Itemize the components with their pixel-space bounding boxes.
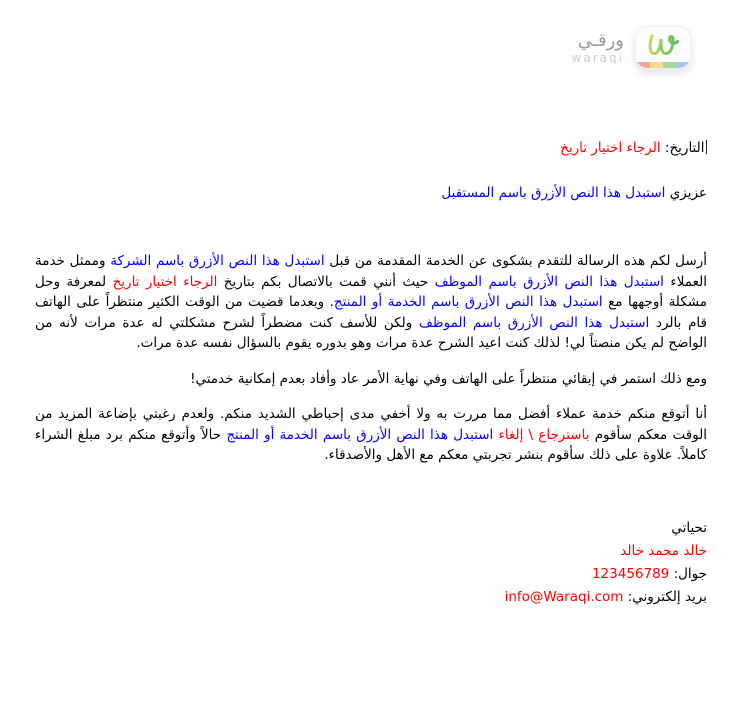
text-run: حيث أنني قمت بالاتصال بكم بتاريخ xyxy=(217,273,435,290)
call-date-placeholder[interactable]: الرجاء اختيار تاريخ xyxy=(112,273,218,290)
closing-salutation: تحياتي xyxy=(671,520,707,536)
sender-phone-field[interactable]: 123456789 xyxy=(591,566,670,582)
text-run: أرسل لكم هذه الرسالة للتقدم بشكوى عن الخدمة المقدمة من قبل xyxy=(324,253,707,269)
signature-phone xyxy=(35,563,707,586)
employee-name-placeholder[interactable]: استبدل هذا النص الأزرق باسم الموظف xyxy=(418,314,650,331)
logo-wordmark-arabic: ورقـي xyxy=(577,29,624,51)
sender-name-field[interactable]: خالد محمد خالد xyxy=(620,543,707,559)
product-name-placeholder[interactable]: استبدل هذا النص الأزرق باسم الخدمة أو المنتج xyxy=(333,294,603,310)
stripe-segment xyxy=(636,62,650,68)
greeting-label: عزيزي xyxy=(665,185,707,201)
paragraph-refund-demand xyxy=(35,404,707,466)
text-run: . وبعدما قضيت من الوقت الكثير منتظراً على الهاتف قام بالرد xyxy=(35,294,707,331)
stripe-segment xyxy=(650,62,664,68)
email-label: بريد إلكتروني: xyxy=(623,589,707,605)
stripe-segment xyxy=(677,62,691,68)
logo-wordmark xyxy=(572,31,624,65)
paragraph-hold-outcome xyxy=(35,369,707,390)
greeting-line[interactable] xyxy=(35,183,707,203)
paragraph-complaint-intro xyxy=(35,251,707,354)
logo-wordmark-latin: waraqi xyxy=(571,50,624,65)
text-run: ومع ذلك استمر في إبقائي منتظراً على الهاتف وفي نهاية الأمر عاد وأفاد بعدم إمكانية خدمتي! xyxy=(190,370,707,387)
company-name-placeholder[interactable]: استبدل هذا النص الأزرق باسم الشركة xyxy=(110,253,325,269)
recipient-name-placeholder[interactable]: استبدل هذا النص الأزرق باسم المستقبل xyxy=(441,185,666,201)
text-run: وممثل خدمة العملاء xyxy=(35,253,707,290)
employee-name-placeholder[interactable]: استبدل هذا النص الأزرق باسم الموظف xyxy=(434,273,664,290)
signature-email xyxy=(35,586,707,609)
date-placeholder[interactable]: الرجاء اختيار تاريخ xyxy=(560,140,661,156)
signature-name xyxy=(35,540,707,563)
stripe-segment xyxy=(663,62,677,68)
date-label: التاريخ: xyxy=(660,140,705,156)
date-line-text xyxy=(560,140,704,156)
waraqi-app-icon xyxy=(635,26,691,69)
text-run: أنا أتوقع منكم خدمة عملاء أفضل مما مررت به ولا أخفي مدى إحباطي الشديد منكم. ولعدم رغبتي بإضاعة المزيد من الوقت معكم سأقوم xyxy=(35,406,708,443)
text-cursor xyxy=(706,140,708,154)
w-script-icon xyxy=(637,28,689,62)
sender-email-field[interactable]: info@Waraqi.com xyxy=(504,589,624,605)
date-line[interactable] xyxy=(35,138,707,158)
refund-or-cancel-placeholder[interactable]: باسترجاع \ إلغاء xyxy=(498,426,590,443)
phone-label: جوال: xyxy=(669,566,707,582)
text-run: حالاً وأتوقع منكم برد مبلغ الشراء كاملاً. علاوة على ذلك سأقوم بنشر تجربتي معكم مع الأهل والأصدقاء. xyxy=(35,426,707,463)
waraqi-logo xyxy=(572,26,691,69)
product-name-placeholder[interactable]: استبدل هذا النص الأزرق باسم الخدمة أو المنتج xyxy=(226,426,494,443)
letter-body[interactable] xyxy=(35,251,707,481)
text-run: لمعرفة وحل مشكلة أوجهها مع xyxy=(35,273,708,310)
signature-block[interactable] xyxy=(35,517,707,609)
logo-color-stripe xyxy=(636,62,690,68)
signature-closing xyxy=(35,517,707,540)
text-run: ولكن للأسف كنت مضطراً لشرح مشكلتي له عدة مرات لأنه من الواضح لم يكن منصتاً لي! لذلك كنت اعيد الشرح عدة مرات وهو بدوره يقوم بالسؤال نفسه عدة مرات. xyxy=(35,314,707,351)
